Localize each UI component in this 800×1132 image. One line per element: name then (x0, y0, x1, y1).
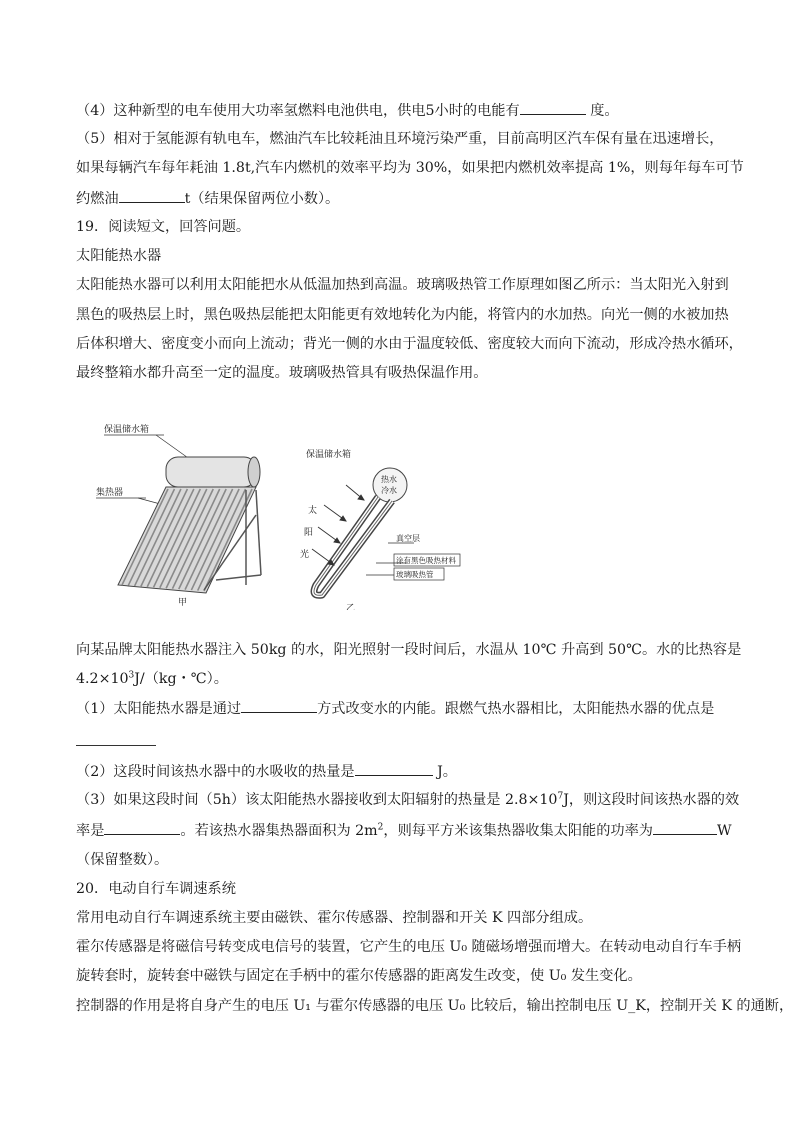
q20-line-2: 霍尔传感器是将磁信号转变成电信号的装置，它产生的电压 U₀ 随磁场增强而增大。在转动电动自行车手柄 (76, 939, 742, 955)
passage-line-1: 太阳能热水器可以利用太阳能把水从低温加热到高温。玻璃吸热管工作原理如图乙所示：当太阳光入射到 (76, 277, 729, 293)
subquestion-3-line-2: 率是 。若该热水器集热器面积为 $2m^2$，则每平方米该集热器收集太阳能的功率为 W (76, 820, 732, 841)
subquestion-2-line: （2）这段时间该热水器中的水吸收的热量是 J。 (76, 761, 457, 782)
question-5-line-1: （5）相对于氢能源有轨电车，燃油汽车比较耗油且环境污染严重，目前高明区汽车保有量在迅速增长， (76, 131, 724, 147)
question-5-line-2: 如果每辆汽车每年耗油 1.8t,汽车内燃机的效率平均为 30%，如果把内燃机效率提高 1%，则每年每车可节 (76, 160, 744, 176)
subquestion-3-line-1: （3）如果这段时间（5h）该太阳能热水器接收到太阳辐射的热量是 $2.8\times 10^7J$，则这段时间该热水器的效 (76, 791, 740, 808)
answer-blank[interactable] (241, 698, 317, 713)
sun-char-2: 阳 (304, 528, 314, 538)
answer-blank[interactable] (104, 820, 180, 835)
vacuum-label: 真空层 (396, 534, 420, 543)
black-coating-label: 涂有黑色吸热材料 (396, 556, 456, 565)
tank-label-left: 保温储水箱 (104, 425, 150, 435)
tank-cross-section (373, 468, 407, 502)
question-19-heading: 19．阅读短文，回答问题。 (76, 219, 251, 235)
q20-line-3: 旋转套时，旋转套中磁铁与固定在手柄中的霍尔传感器的距离发生改变，使 U₀ 发生变化。 (76, 968, 642, 984)
answer-blank[interactable] (520, 100, 586, 115)
figure-yi (300, 448, 460, 610)
cold-water-label: 冷水 (381, 486, 397, 495)
subquestion-1-line: （1）太阳能热水器是通过 方式改变水的内能。跟燃气热水器相比，太阳能热水器的优点是 (76, 698, 714, 719)
answer-blank-line[interactable] (76, 745, 156, 746)
data-line-2: $4.2\times 10^3J/(kg$・℃）。 (76, 670, 228, 687)
solar-heater-figure (96, 405, 476, 610)
data-line-1: 向某品牌太阳能热水器注入 50kg 的水，阳光照射一段时间后，水温从 10℃ 升高到 50℃。水的比热容是 (76, 642, 742, 658)
figure-drawing (96, 405, 476, 610)
question-5-line-3: 约燃油 t（结果保留两位小数）。 (76, 188, 339, 209)
q20-line-1: 常用电动自行车调速系统主要由磁铁、霍尔传感器、控制器和开关 K 四部分组成。 (76, 910, 593, 926)
passage-line-3: 后体积增大、密度变小而向上流动；背光一侧的水由于温度较低、密度较大而向下流动，形成冷热水循环， (76, 336, 743, 352)
answer-blank[interactable] (653, 820, 717, 835)
q20-line-4: 控制器的作用是将自身产生的电压 U₁ 与霍尔传感器的电压 U₀ 比较后，输出控制电压 U_K，控制开关 K 的通断， (76, 998, 794, 1014)
figure-jia (96, 423, 261, 608)
answer-blank[interactable] (355, 761, 433, 776)
tank-label-right: 保温储水箱 (306, 450, 352, 460)
sun-char-1: 太 (308, 506, 318, 516)
hot-water-label: 热水 (381, 475, 397, 484)
glass-tube-outer (314, 497, 392, 595)
collector-label-left: 集热器 (96, 488, 124, 498)
caption-yi: 乙 (346, 604, 356, 610)
glass-tube-label: 玻璃吸热管 (396, 570, 434, 579)
answer-blank[interactable] (119, 188, 185, 203)
storage-tank (166, 457, 256, 487)
caption-jia: 甲 (178, 598, 188, 608)
passage-line-2: 黑色的吸热层上时，黑色吸热层能把太阳能更有效地转化为内能，将管内的水加热。向光一侧的水被加热 (76, 307, 729, 323)
subquestion-3-line-3: （保留整数）。 (76, 852, 169, 868)
passage-title: 太阳能热水器 (76, 248, 162, 264)
passage-line-4: 最终整箱水都升高至一定的温度。玻璃吸热管具有吸热保温作用。 (76, 365, 488, 381)
question-4-line: （4）这种新型的电车使用大功率氢燃料电池供电，供电5小时的电能有 度。 (76, 100, 619, 121)
question-20-heading: 20．电动自行车调速系统 (76, 881, 236, 897)
sun-char-3: 光 (300, 550, 310, 560)
